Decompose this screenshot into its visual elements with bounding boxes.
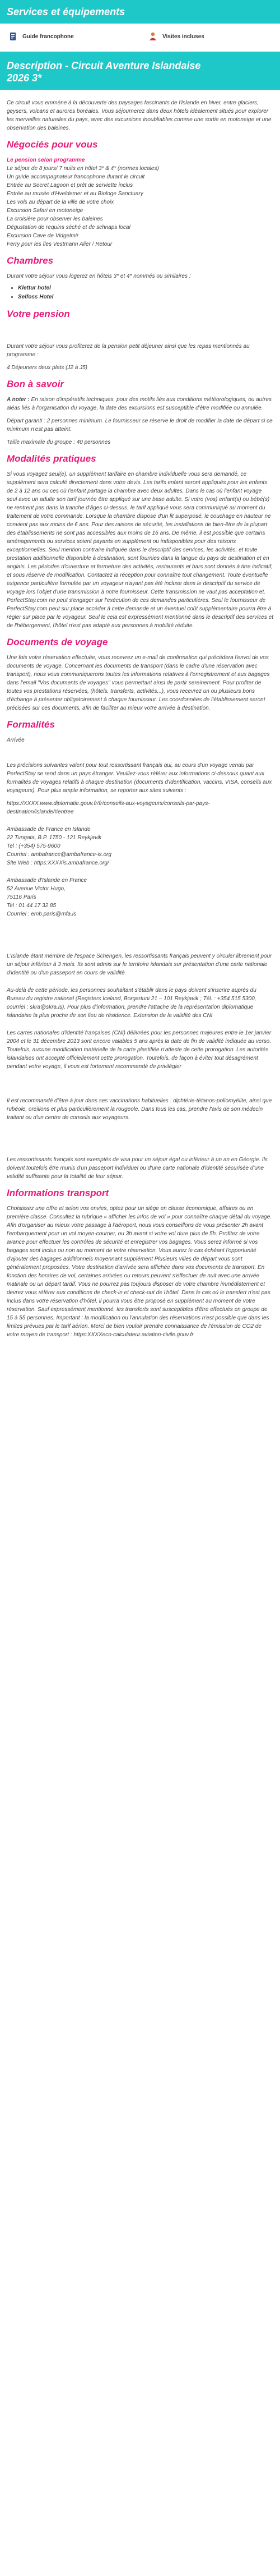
chambres-heading: Chambres: [7, 255, 54, 266]
services-row: [0, 24, 280, 52]
documents-heading: Documents de voyage: [7, 637, 108, 647]
pension-text: Durant votre séjour vous profiterez de la pension petit déjeuner ainsi que les repas mentionnés au programme :: [7, 343, 250, 358]
services-title: Services et équipements: [7, 6, 125, 17]
description-banner: [0, 52, 280, 90]
documents-text: Une fois votre réservation effectuée, vous recevrez un e-mail de confirmation qui précédera l'envoi de vos documents de voyage. Concernant les documents de transport (dans le cadre d'une réservation avec transport), nous vous communiquerons toutes les informations relatives à l'enregistrement et aux bagages dans l'email "Vos documents de voyages" vous permettant ainsi de partir sereinement. Pour profiter de toutes vos prestations réservées, (hôtels, transferts, activités...), vous recevrez un ou plusieurs bons d'échange à présenter obligatoirement à chaque fournisseur. Les coordonnées de l'établissement seront précisées sur ces documents, afin de faciliter au mieux votre arrivée à destination.: [7, 655, 270, 711]
description-title-line-1: Description - Circuit Aventure Islandaise: [7, 60, 201, 71]
bon-savoir-heading: Bon à savoir: [7, 379, 64, 389]
formalites-subtitle: Arrivée: [7, 737, 25, 743]
embassy-is-line: 22 Tungata, B.P. 1750 - 121 Reykjavik: [7, 835, 102, 841]
modalites-text: Si vous voyagez seul(e), un supplément tarifaire en chambre individuelle vous sera demandé, ce supplément sera calculé directement dans votre devis. Les tarifs enfant seront appliqués pour les enfants de 2 à 12 ans ou ces où l'enfant partage la chambre avec deux adultes. Dans le cas où l'enfant voyage seul avec un adulte son tarif journée être appliqué sur une base adulte. Si votre (vos) enfant(s) ou bébé(s) ne rentrent pas dans la tranche d'âges ci-dessus, le tarif appliqué vous sera communiqué au moment du traitement de votre commande. Lorsque la chambre dispose d'un lit superposé, le couchage en hauteur ne convient pas aux moins de 6 ans. Pour des raisons de sécurité, les installations de bien-être de la plupart des établissements ne sont pas accessibles aux moins de 16 ans. De même, il est possible que certains aménagements ou services soient payants en supplément ou indisponibles pour des raisons exceptionnelles. Seul mention contraire indiquée dans le descriptif des services, les activités, et toute prestation additionnelle disponible à destination, sont fournies dans la langue du pays de destination et en anglais. Les périodes d'ouverture et fermeture des activités, restaurants et bars sont donnés à titre indicatif, et sous réserve de modification. Contactez la réception pour connaître tout changement. Toute éventuelle exigence particulière formulée par un voyageur n'ayant pas été incluse dans le descriptif du service de voyage lors l'objet d'une transmission à notre fournisseur. Cette transmission ne vaut pas acceptation et. PerfectStay.com ne peut s'engager sur l'exécution de ces demandes particulières. Seul le fournisseur de PerfectStay.com peut sur place accéder à cette demande et un éventuel coût supplémentaire pourra être à régler sur place par le voyageur. Seul le cela est expressément mentionné dans le descriptif des services et de l'hébergement, l'hôtel n'est pas adapté aux personnes à mobilité réduite.: [7, 471, 273, 629]
formalites-heading: Formalités: [7, 719, 55, 730]
embassy-fr-line: Courriel : emb.paris@mfa.is: [7, 911, 77, 917]
service-guide-label: Guide francophone: [22, 33, 74, 40]
description-paragraph: Ce circuit vous emmène à la découverte des paysages fascinants de l'Islande en hiver, entre glaciers, geysers, volcans et aurores boréales. Vous séjournerez dans deux hôtels idéalement situés pour explorer les merveilles naturelles du pays, avec des excursions inoubliables comme une sortie en motoneige et une observation des baleines.: [7, 100, 272, 131]
formalites-p1: Les précisions suivantes valent pour tout ressortissant français qui, au cours d'un voyage vendu par PerfectStay se rend dans un pays étranger. Veuillez-vous référer aux informations ci-dessous quant aux formalités de voyages relatifs à chaque destination (documents d'identification, vaccins, VISA, conseils aux voyageurs). Pour plus ample information, se reporter aux sites suivants :: [7, 762, 272, 794]
negocies-line: Entrée au Secret Lagoon et prêt de serviette inclus: [7, 182, 133, 188]
negocies-first: Le pension selon programme: [7, 157, 85, 163]
pension-detail: 4 Déjeuners deux plats (J2 à J5): [7, 365, 87, 371]
bon-savoir-p1-text: En raison d'impératifs techniques, pour des motifs liés aux conditions météorologiques, ou autres aléas liés à l'organisation du voyage, la date des excursions est susceptible d'être modifiée ou annulée.: [7, 397, 272, 411]
service-guide: [0, 31, 140, 42]
service-visits-label: Visites incluses: [162, 33, 204, 40]
embassy-is-line: Site Web : https:XXXXis.ambafrance.org/: [7, 860, 109, 866]
embassy-fr-line: Ambassade d'Islande en France: [7, 877, 87, 884]
negocies-line: Le séjour de 8 jours/ 7 nuits en hôtel 3* & 4* (normes locales): [7, 165, 159, 172]
service-visits: [140, 31, 280, 42]
negocies-line: Les vols au départ de la ville de votre choix: [7, 199, 114, 205]
pension-heading: Votre pension: [7, 309, 70, 319]
chambres-intro: Durant votre séjour vous logerez en hôtels 3* et 4* nommés ou similaires :: [7, 273, 191, 279]
embassy-is-line: Ambassade de France en Islande: [7, 826, 91, 832]
negocies-line: Excursion Safari en motoneige: [7, 208, 83, 214]
bon-savoir-p1: [7, 395, 273, 412]
hotel-list: [18, 284, 273, 302]
formalites-p3: Au-delà de cette période, les personnes souhaitant s'établir dans le pays doivent s'inscrire auprès du Bureau du registre national (Registers Iceland, Borgartuni 21 – 101 Reykjavik ; Tél. : +354 515 5300, courriel : skra@skra.is). Pour plus d'information, prendre l'attache de la représentation diplomatique islandaise la plus proche de son lieu de résidence. Extension de la validité des CNI: [7, 987, 256, 1019]
embassy-fr-line: 52 Avenue Victor Hugo,: [7, 886, 66, 892]
negocies-line: Dégustation de requins séché et de schnaps local: [7, 224, 130, 231]
content: [0, 90, 280, 1339]
description-title-line-2: 2026 3*: [7, 72, 42, 84]
hotel-item: • Selfoss Hotel: [18, 293, 273, 302]
bon-savoir-p2: Départ garanti : 2 personnes minimum. Le fournisseur se réserve le droit de modifier la date de départ si ce minimum n'est pas atteint.: [7, 418, 273, 433]
formalites-p5: Il est recommandé d'être à jour dans ses vaccinations habituelles : diphtérie-tétanos-poliomyélite, ainsi que rubéole, oreillons et plus particulièrement la rougeole. Dans tous les cas, prendre l'avis de son médecin traitant ou d'un centre de conseils aux voyageurs.: [7, 1098, 272, 1121]
embassy-fr-line: Tel : 01 44 17 32 85: [7, 903, 57, 909]
bon-savoir-label: A noter :: [7, 397, 30, 403]
formalites-link[interactable]: https://XXXX.www.diplomatie.gouv.fr/fr/conseils-aux-voyageurs/conseils-par-pays-destination/islande/#entree: [7, 801, 210, 815]
guide-icon: [8, 31, 18, 42]
negocies-line: Un guide accompagnateur francophone durant le circuit: [7, 174, 145, 180]
formalites-p2: L'Islande étant membre de l'espace Schengen, les ressortissants français peuvent y circuler librement pour un séjour inférieur à 3 mois. Ils sont admis sur le territoire islandais sur présentation d'une carte nationale d'identité ou d'un passeport en cours de validité.: [7, 953, 272, 976]
negocies-line: La croisière pour observer les baleines: [7, 216, 103, 222]
transport-text: Choisissez une offre et selon vos envies, optez pour un siège en classe économique, affaires ou en première classe. Consultez la rubrique « afficher les infos de vol » pour connaître chaque détail du voyage. Afin d'organiser au mieux votre passage à l'aéroport, nous vous conseillons de vous présenter 2h avant l'embarquement pour un vol moyen-courrier, ou 3h avant si votre vol dure plus de 5h. Profitez de votre avance pour effectuer les contrôles de sécurité et enregistrer vos bagages. Vous serez informé si vos bagages sont inclus ou non au moment de votre réservation. Vous aurez le cas échéant l'opportunité d'ajouter des bagages additionnels moyennant supplément Plusieurs villes de départ vous sont généralement proposées. Votre destination d'arrivée sera affichée dans vos documents de transport. En fonction des horaires de vol, certaines arrivées ou retours peuvent s'effectuer de nuit avec une arrivée matinale ou un départ tardif. Vous ne pourrez pas toujours disposer de votre chambre immédiatement et devrez vous référer aux conditions de check-in et check-out de l'hôtel. Dans le cas où le transfert n'est pas inclus dans votre réservation d'hôtel, il pourra vous être proposé en supplément au moment de votre réservation. Sauf expressément mentionné, les transferts sont susceptibles d'être effectués en groupe de 15 à 55 personnes. Important : la modification ou l'annulation des réservations n'est possible que dans les limites prévues par le tarif aérien. Merci de bien vouloir prendre connaissance de l'émission de CO2 de votre moyen de transport : https:XXXXeco-calculateur.aviation-civile.gouv.fr: [7, 1206, 272, 1338]
visit-icon: [148, 31, 158, 42]
formalites-p4: Les cartes nationales d'identité françaises (CNI) délivrées pour les personnes majeures entre le 1er janvier 2004 et le 31 décembre 2013 sont encore valables 5 ans après la date de fin de validité indiquée au verso. Toutefois, aucune modification matérielle de la carte plastifiée n'atteste de cette prorogation. Les autorités islandaises ont accepté officiellement cette prorogation. Toutefois, de façon à éviter tout désagrément pendant votre voyage, il vous est fortement recommandé de privilégier: [7, 1030, 272, 1070]
transport-heading: Informations transport: [7, 1188, 109, 1198]
bon-savoir-p3: Taille maximale du groupe : 40 personnes: [7, 439, 111, 445]
negocies-line: Ferry pour les îles Vestmann Alier / Retour: [7, 241, 113, 247]
embassy-is-line: Courriel : ambafrance@ambafrance-is.org: [7, 852, 111, 858]
modalites-heading: Modalités pratiques: [7, 453, 96, 464]
embassy-fr-line: 75116 Paris: [7, 894, 36, 900]
negocies-heading: Négociés pour vous: [7, 139, 98, 150]
embassy-is-line: Tel : (+354) 575-9600: [7, 843, 60, 849]
hotel-item: • Klettur hotel: [18, 284, 273, 293]
services-banner: [0, 0, 280, 24]
formalites-p6: Les ressortissants français sont exemptés de visa pour un séjour égal ou inférieur à un an en Géorgie. Ils doivent toutefois être munis d'un passeport individuel ou d'une carte nationale d'identité sécurisée d'une validité suffisante pour la totalité de leur séjour.: [7, 1157, 268, 1180]
negocies-line: Entrée au musée d'Hveldemer et au Biologe Sanctuary: [7, 191, 143, 197]
negocies-line: Excursion Cave de Vidgelmir: [7, 233, 79, 239]
